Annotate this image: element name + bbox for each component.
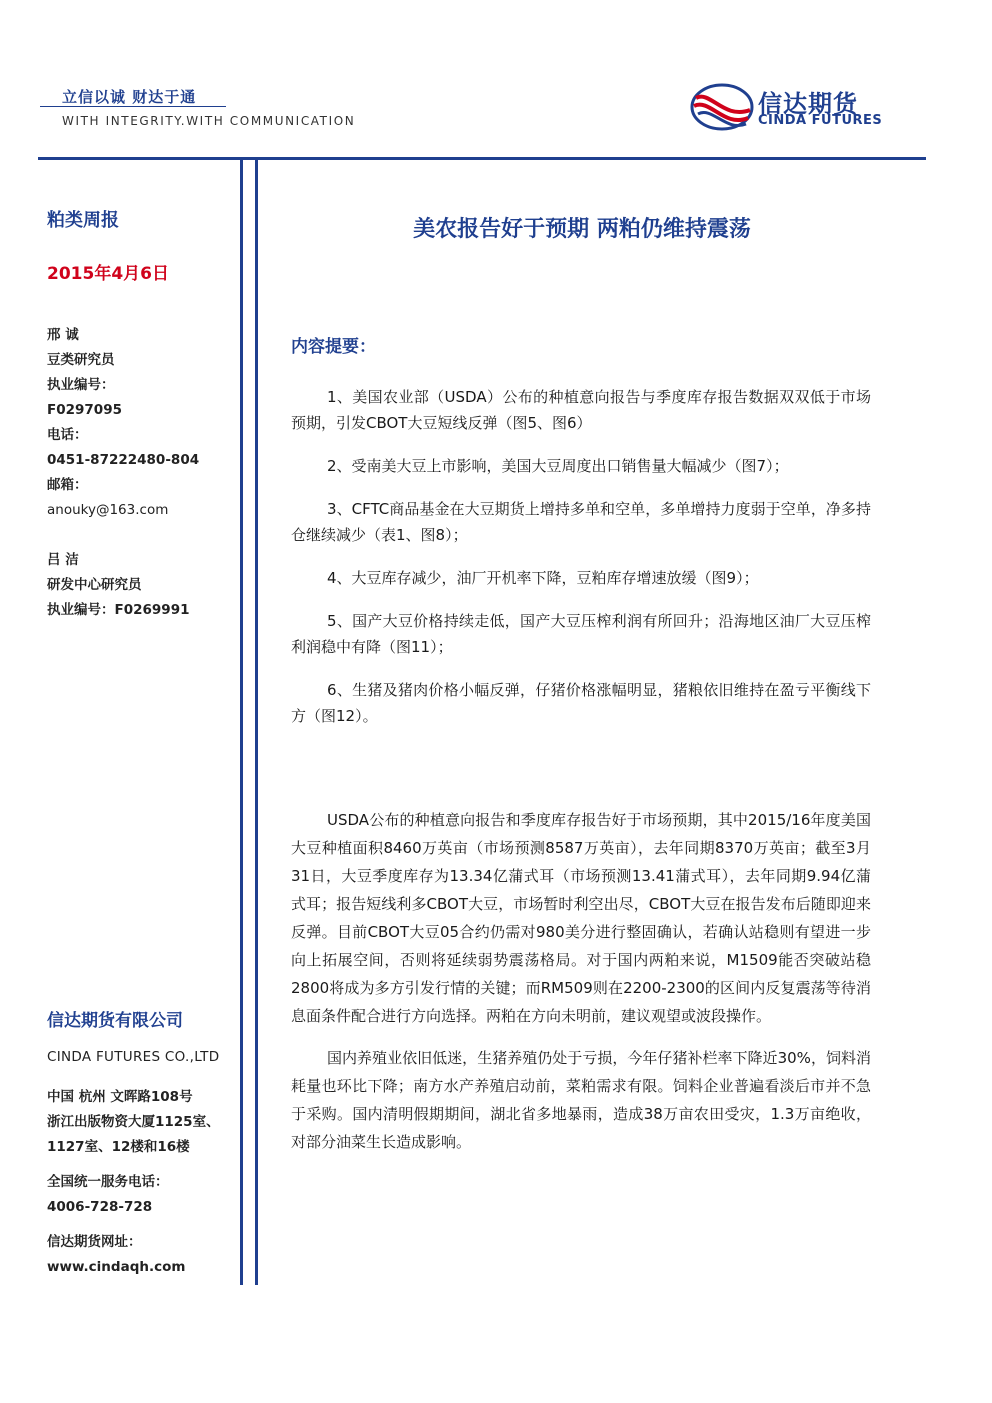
analyst-1-license: F0297095 bbox=[47, 402, 122, 418]
logo-text-english: CINDA FUTURES bbox=[758, 113, 883, 128]
analyst-2-name: 吕 洁 bbox=[47, 552, 79, 568]
summary-item: 6、生猪及猪肉价格小幅反弹，仔猪价格涨幅明显，猪粮依旧维持在盈亏平衡线下方（图12）。 bbox=[291, 681, 871, 725]
analyst-2-role: 研发中心研究员 bbox=[47, 577, 142, 593]
spacer bbox=[47, 1160, 220, 1170]
body-paragraph: USDA公布的种植意向报告和季度库存报告好于市场预期，其中2015/16年度美国大豆种植面积8460万英亩（市场预测8587万英亩），去年同期8370万英亩；截至3月31日，大豆季度库存为13.34亿蒲式耳（市场预测13.41蒲式耳），去年同期9.94亿蒲式耳；报告短线利多CBOT大豆，市场暂时利空出尽，CBOT大豆在报告发布后随即迎来反弹。目前CBOT大豆05合约仍需对980美分进行整固确认，若确认站稳则有望进一步向上拓展空间，否则将延续弱势震荡格局。对于国内两粕来说，M1509能否突破站稳2800将成为多方引发行情的关键；而RM509则在2200-2300的区间内反复震荡等待消息面条件配合进行方向选择。两粕在方向未明前，建议观望或波段操作。 bbox=[291, 811, 871, 1025]
analyst-1-email-label: 邮箱： bbox=[47, 477, 88, 493]
cinda-logo bbox=[688, 80, 928, 134]
analyst-1-phone: 0451-87222480-804 bbox=[47, 452, 200, 468]
report-type: 粕类周报 bbox=[47, 210, 119, 231]
analyst-1-email[interactable]: anouky@163.com bbox=[47, 502, 169, 518]
analyst-1-role: 豆类研究员 bbox=[47, 352, 115, 368]
header-rule bbox=[38, 157, 926, 160]
address-line-2: 浙江出版物资大厦1125室、 bbox=[47, 1114, 220, 1130]
summary-item: 3、CFTC商品基金在大豆期货上增持多单和空单，多单增持力度弱于空单，净多持仓继续减少（表1、图8）； bbox=[291, 500, 871, 544]
slogan-chinese: 立信以诚 财达于通 bbox=[62, 88, 197, 106]
summary-item: 4、大豆库存减少，油厂开机率下降，豆粕库存增速放缓（图9）； bbox=[327, 569, 759, 587]
address-line-1: 中国 杭州 文晖路108号 bbox=[47, 1089, 193, 1105]
analyst-1-block bbox=[47, 323, 199, 523]
sidebar-divider-left bbox=[240, 160, 243, 1285]
analyst-1-name: 邢 诚 bbox=[47, 327, 79, 343]
hotline-label: 全国统一服务电话： bbox=[47, 1174, 169, 1190]
website-label: 信达期货网址： bbox=[47, 1234, 142, 1250]
report-body bbox=[291, 806, 871, 1170]
cinda-logo-icon bbox=[688, 80, 758, 134]
company-name-chinese: 信达期货有限公司 bbox=[47, 1011, 183, 1031]
summary-heading: 内容提要： bbox=[291, 337, 376, 357]
summary-item: 1、美国农业部（USDA）公布的种植意向报告与季度库存报告数据双双低于市场预期，引发CBOT大豆短线反弹（图5、图6） bbox=[291, 388, 871, 432]
report-date: 2015年4月6日 bbox=[47, 264, 169, 284]
report-title: 美农报告好于预期 两粕仍维持震荡 bbox=[413, 217, 751, 242]
summary-item: 5、国产大豆价格持续走低，国产大豆压榨利润有所回升；沿海地区油厂大豆压榨利润稳中有降（图11）； bbox=[291, 612, 871, 656]
hotline-number: 4006-728-728 bbox=[47, 1199, 153, 1215]
analyst-1-phone-label: 电话： bbox=[47, 427, 88, 443]
slogan-english: WITH INTEGRITY.WITH COMMUNICATION bbox=[62, 114, 356, 128]
summary-list bbox=[291, 384, 871, 746]
slogan-underline bbox=[40, 106, 226, 107]
spacer bbox=[47, 1220, 220, 1230]
sidebar-divider-right bbox=[255, 160, 258, 1285]
company-contact-block bbox=[47, 1085, 220, 1280]
body-paragraph: 国内养殖业依旧低迷，生猪养殖仍处于亏损，今年仔猪补栏率下降近30%，饲料消耗量也环比下降；南方水产养殖启动前，菜粕需求有限。饲料企业普遍看淡后市并不急于采购。国内清明假期期间，湖北省多地暴雨，造成38万亩农田受灾，1.3万亩绝收，对部分油菜生长造成影响。 bbox=[291, 1049, 871, 1151]
address-line-3: 1127室、12楼和16楼 bbox=[47, 1139, 190, 1155]
analyst-2-block bbox=[47, 548, 189, 623]
analyst-1-license-label: 执业编号： bbox=[47, 377, 115, 393]
website-link[interactable]: www.cindaqh.com bbox=[47, 1259, 186, 1275]
summary-item: 2、受南美大豆上市影响，美国大豆周度出口销售量大幅减少（图7）； bbox=[327, 457, 789, 475]
analyst-2-license: 执业编号：F0269991 bbox=[47, 602, 190, 618]
logo-text-chinese: 信达期货 bbox=[758, 90, 858, 118]
company-name-english: CINDA FUTURES CO.,LTD bbox=[47, 1049, 220, 1065]
